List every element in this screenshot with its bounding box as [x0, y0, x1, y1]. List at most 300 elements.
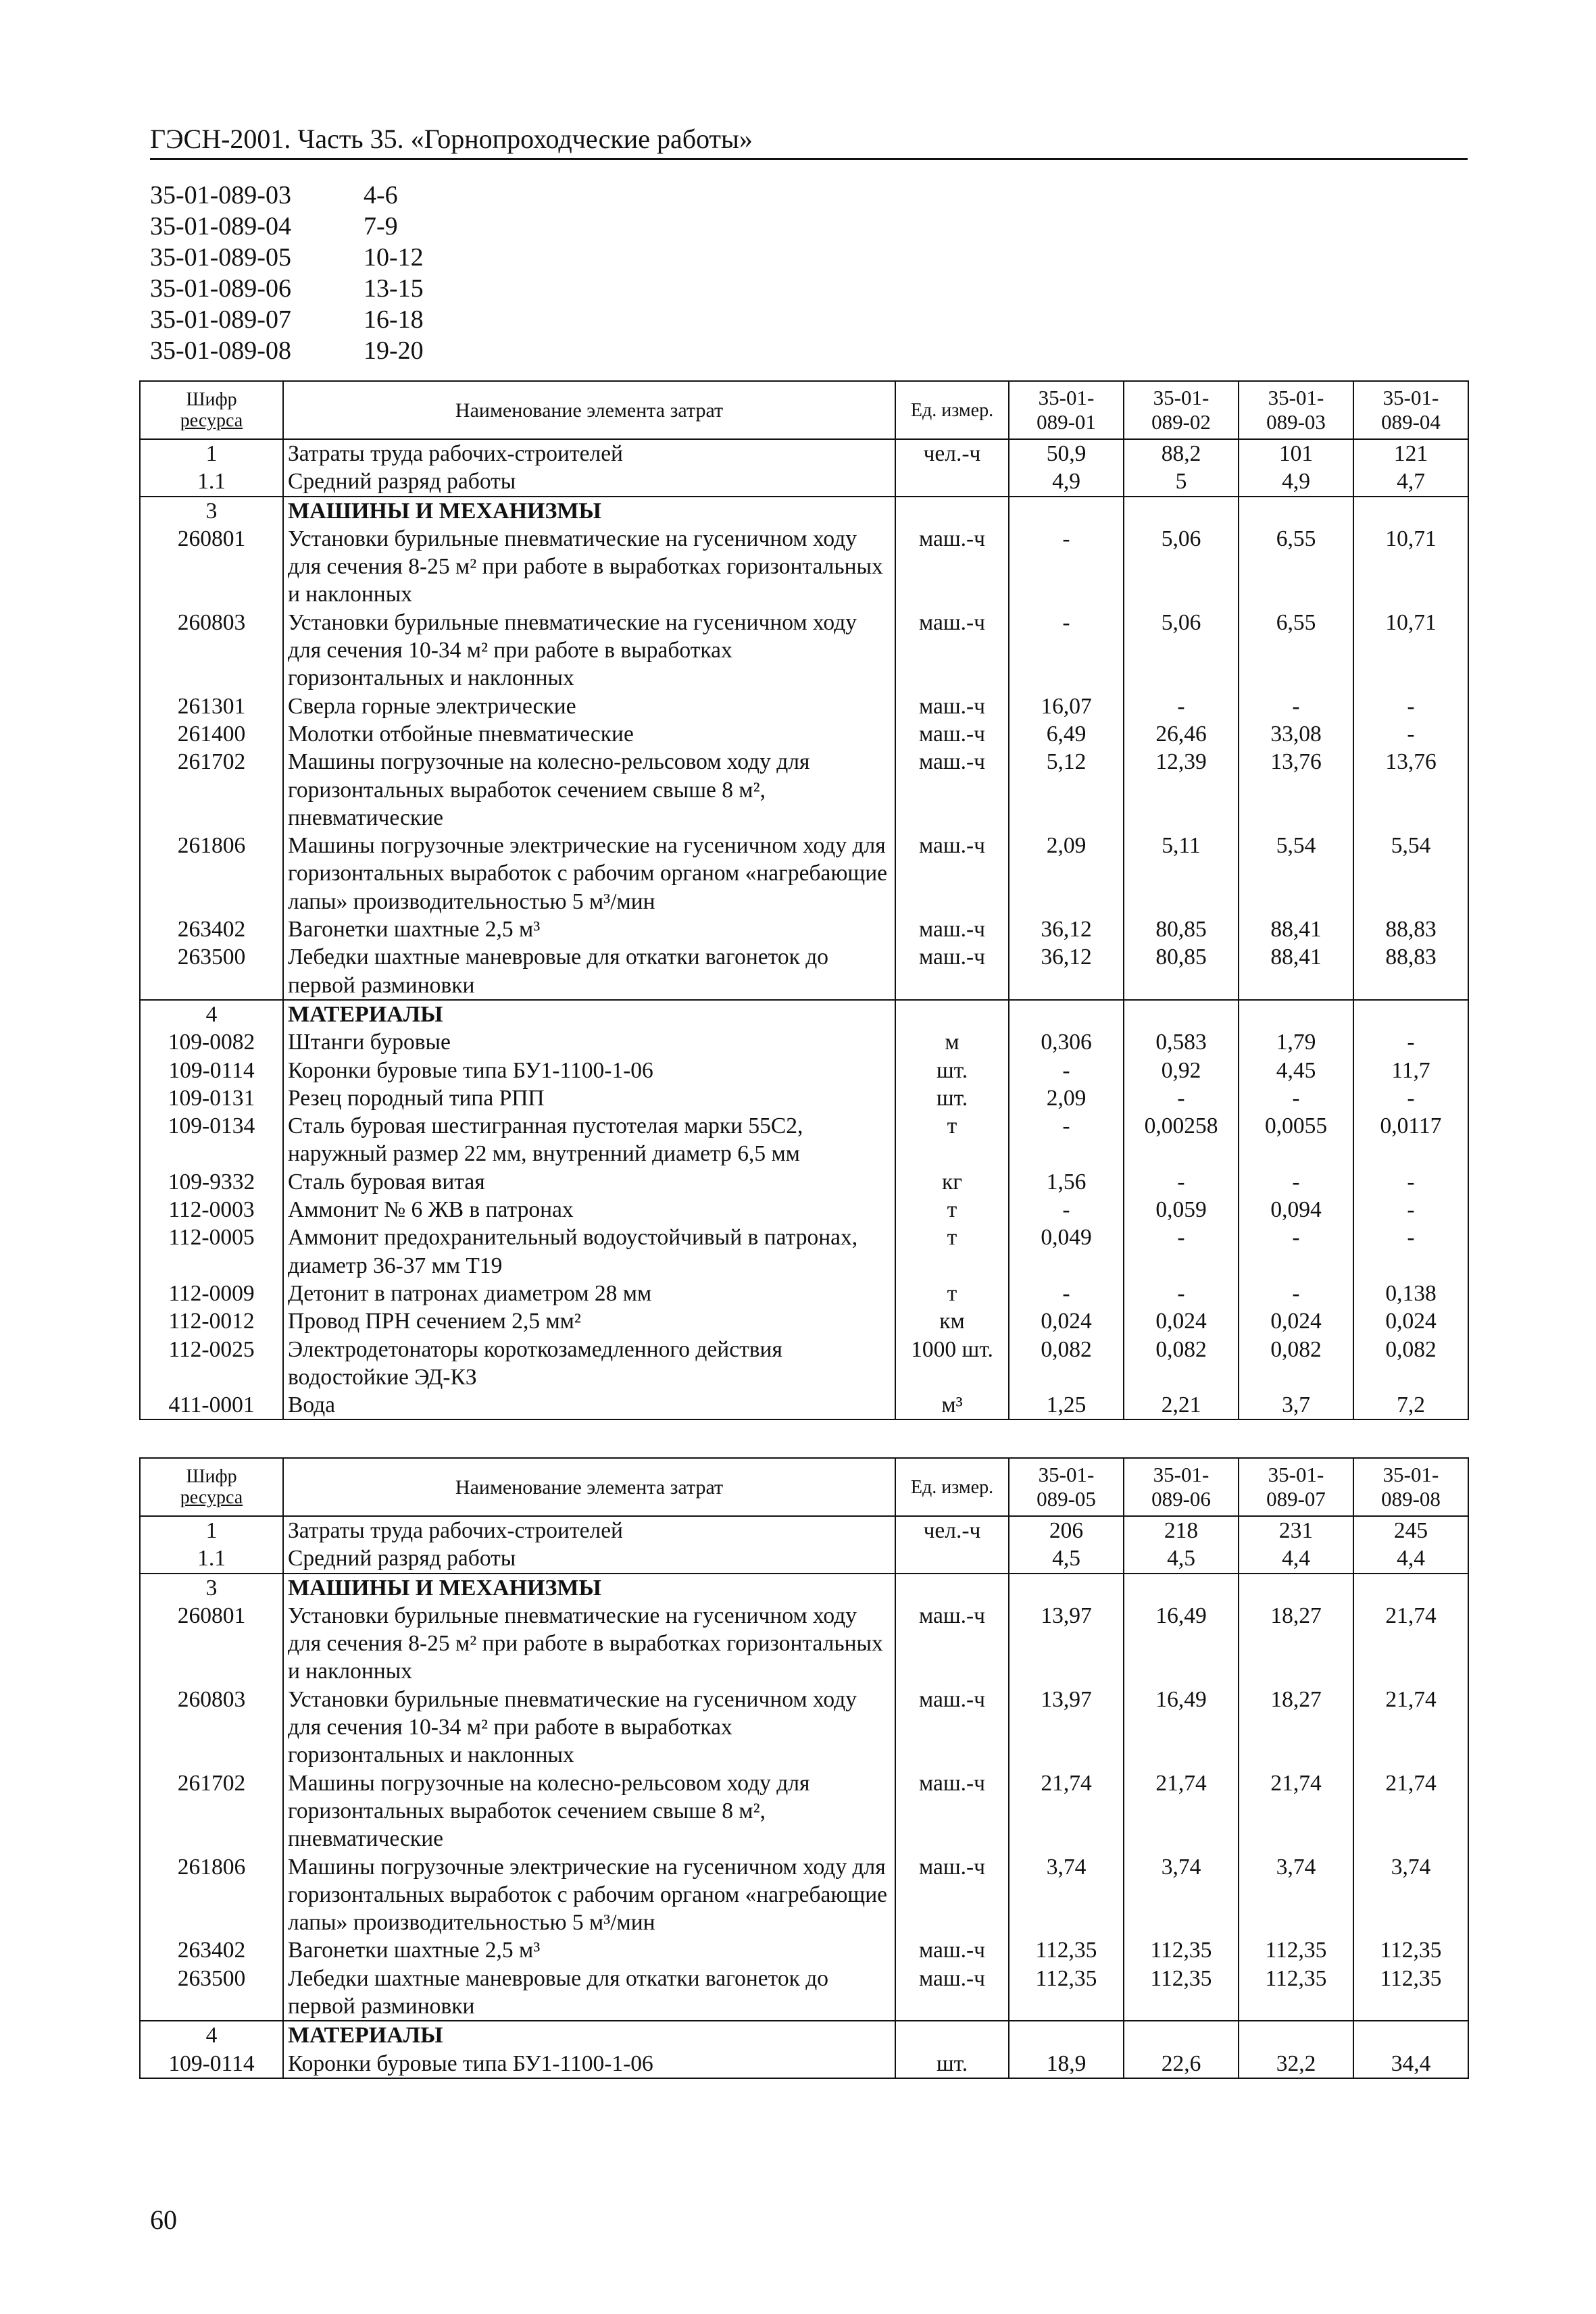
resource-code-cell: 109-0114 — [140, 1057, 283, 1084]
unit-cell: чел.-ч — [895, 439, 1009, 468]
resource-code-cell: 3 — [140, 1574, 283, 1602]
value-cell: 0,082 — [1009, 1336, 1124, 1392]
header-column-3 — [1239, 381, 1353, 439]
header-column-2 — [1124, 1458, 1239, 1516]
header-column-1 — [1009, 1458, 1124, 1516]
unit-cell: маш.-ч — [895, 720, 1009, 748]
table-row — [140, 525, 1468, 609]
section-row — [140, 2021, 1468, 2049]
value-cell: 12,39 — [1124, 748, 1239, 832]
value-cell: 21,74 — [1353, 1769, 1468, 1853]
value-cell: - — [1124, 1084, 1239, 1112]
value-cell — [1009, 497, 1124, 525]
resource-code-cell: 4 — [140, 2021, 283, 2049]
resource-code-cell: 112-0009 — [140, 1280, 283, 1307]
value-cell: 5,54 — [1239, 832, 1353, 915]
header-code-line2: ресурса — [180, 410, 243, 431]
table-row — [140, 1224, 1468, 1280]
value-cell: 5,06 — [1124, 609, 1239, 693]
table-row — [140, 1280, 1468, 1307]
value-cell: - — [1353, 1028, 1468, 1056]
value-cell: 0,024 — [1124, 1307, 1239, 1335]
unit-cell: 1000 шт. — [895, 1336, 1009, 1392]
resource-code-cell: 112-0012 — [140, 1307, 283, 1335]
value-cell — [1009, 1574, 1124, 1602]
unit-cell: маш.-ч — [895, 1686, 1009, 1769]
value-cell: 245 — [1353, 1516, 1468, 1544]
index-code: 35-01-089-04 — [150, 212, 291, 241]
value-cell: 112,35 — [1124, 1965, 1239, 2021]
cost-element-name-cell: Средний разряд работы — [288, 469, 516, 495]
value-cell: 112,35 — [1239, 1936, 1353, 1964]
resource-code-cell: 261806 — [140, 832, 283, 915]
cost-element-name-cell: Машины погрузочные на колесно-рельсовом ходу для горизонтальных выработок сечением свыше 8 м², пневматические — [288, 749, 810, 830]
table-row — [140, 1602, 1468, 1686]
resource-code-cell: 109-0082 — [140, 1028, 283, 1056]
value-cell: 21,74 — [1353, 1686, 1468, 1769]
value-cell: 5 — [1124, 468, 1239, 496]
value-cell: 18,27 — [1239, 1602, 1353, 1686]
value-cell: 50,9 — [1009, 439, 1124, 468]
value-cell — [1239, 1574, 1353, 1602]
value-cell: 5,11 — [1124, 832, 1239, 915]
header-code-line2-wrap — [143, 1487, 280, 1508]
table-row — [140, 943, 1468, 1000]
unit-cell: шт. — [895, 1057, 1009, 1084]
value-cell: 0,00258 — [1124, 1112, 1239, 1168]
value-cell: - — [1353, 1224, 1468, 1280]
value-cell: 5,06 — [1124, 525, 1239, 609]
unit-cell: маш.-ч — [895, 943, 1009, 1000]
resource-code-cell: 261702 — [140, 748, 283, 832]
index-code: 35-01-089-08 — [150, 336, 291, 365]
resource-code-cell: 1 — [140, 439, 283, 468]
table-row — [140, 915, 1468, 943]
unit-cell: т — [895, 1196, 1009, 1224]
header-column-line1: 35-01- — [1268, 1463, 1324, 1486]
index-row — [150, 304, 424, 335]
value-cell: 0,059 — [1124, 1196, 1239, 1224]
value-cell: 5,54 — [1353, 832, 1468, 915]
resource-code-cell: 109-0114 — [140, 2050, 283, 2078]
header-column-line1: 35-01- — [1268, 386, 1324, 409]
value-cell: 121 — [1353, 439, 1468, 468]
index-range: 10-12 — [364, 243, 424, 272]
resource-code-cell: 260801 — [140, 525, 283, 609]
cost-element-name-cell: Сверла горные электрические — [288, 693, 576, 719]
section-row — [140, 1574, 1468, 1602]
resource-code-cell: 411-0001 — [140, 1391, 283, 1419]
resource-code-cell: 112-0025 — [140, 1336, 283, 1392]
value-cell: 3,74 — [1009, 1853, 1124, 1937]
value-cell: 1,56 — [1009, 1168, 1124, 1196]
unit-cell — [895, 1574, 1009, 1602]
value-cell: 0,024 — [1353, 1307, 1468, 1335]
unit-cell: маш.-ч — [895, 748, 1009, 832]
index-row — [150, 180, 424, 211]
unit-cell — [895, 468, 1009, 496]
value-cell: 2,09 — [1009, 1084, 1124, 1112]
index-range: 16-18 — [364, 305, 424, 334]
index-row — [150, 242, 424, 273]
unit-cell: т — [895, 1280, 1009, 1307]
unit-cell — [895, 497, 1009, 525]
unit-cell: маш.-ч — [895, 1602, 1009, 1686]
resource-code-cell: 261806 — [140, 1853, 283, 1937]
unit-cell: шт. — [895, 2050, 1009, 2078]
value-cell: 13,76 — [1239, 748, 1353, 832]
value-cell: 1,25 — [1009, 1391, 1124, 1419]
value-cell: 7,2 — [1353, 1391, 1468, 1419]
cost-element-name-cell: Машины погрузочные электрические на гусеничном ходу для горизонтальных выработок с рабочим органом «нагребающие лапы» производительностью 5 м³/мин — [288, 1854, 888, 1936]
header-code-cell — [140, 1458, 283, 1516]
index-range: 4-6 — [364, 181, 398, 209]
index-row — [150, 273, 424, 304]
value-cell: 112,35 — [1353, 1936, 1468, 1964]
cost-element-name-cell: Сталь буровая витая — [288, 1169, 485, 1194]
value-cell: 13,97 — [1009, 1686, 1124, 1769]
header-name-cell: Наименование элемента затрат — [283, 381, 895, 439]
table-row — [140, 1391, 1468, 1419]
unit-cell: маш.-ч — [895, 832, 1009, 915]
value-cell — [1124, 497, 1239, 525]
section-row — [140, 1000, 1468, 1028]
cost-element-name-cell: Резец породный типа РПП — [288, 1085, 545, 1111]
header-column-2 — [1124, 381, 1239, 439]
table-row — [140, 1336, 1468, 1392]
index-code: 35-01-089-07 — [150, 305, 291, 334]
value-cell: 10,71 — [1353, 525, 1468, 609]
value-cell: 11,7 — [1353, 1057, 1468, 1084]
value-cell: 3,7 — [1239, 1391, 1353, 1419]
header-column-line2: 089-08 — [1381, 1487, 1441, 1511]
value-cell: - — [1353, 693, 1468, 720]
value-cell: 88,41 — [1239, 943, 1353, 1000]
value-cell: 18,9 — [1009, 2050, 1124, 2078]
unit-cell: маш.-ч — [895, 1853, 1009, 1937]
table-row — [140, 1084, 1468, 1112]
index-row — [150, 211, 424, 242]
header-code-line1: Шифр — [186, 1466, 237, 1487]
index-code: 35-01-089-05 — [150, 243, 291, 272]
cost-element-name-cell: Штанги буровые — [288, 1030, 451, 1055]
table-row — [140, 1112, 1468, 1168]
header-column-3 — [1239, 1458, 1353, 1516]
value-cell: 4,4 — [1353, 1544, 1468, 1573]
table-row — [140, 1769, 1468, 1853]
resource-code-cell: 261400 — [140, 720, 283, 748]
value-cell: - — [1009, 1280, 1124, 1307]
header-column-line1: 35-01- — [1382, 386, 1439, 409]
header-column-line2: 089-05 — [1037, 1487, 1096, 1511]
value-cell: 0,0055 — [1239, 1112, 1353, 1168]
value-cell: 4,9 — [1009, 468, 1124, 496]
value-cell — [1353, 2021, 1468, 2049]
header-column-line2: 089-06 — [1151, 1487, 1211, 1511]
header-column-line1: 35-01- — [1382, 1463, 1439, 1486]
cost-element-name-cell: Установки бурильные пневматические на гусеничном ходу для сечения 10-34 м² при работе в выработках горизонтальных и наклонных — [288, 1686, 857, 1768]
header-column-1 — [1009, 381, 1124, 439]
table-header-row — [140, 1458, 1468, 1516]
header-column-line1: 35-01- — [1038, 1463, 1095, 1486]
table-row — [140, 1544, 1468, 1573]
value-cell: 3,74 — [1353, 1853, 1468, 1937]
index-range: 13-15 — [364, 274, 424, 303]
unit-cell: м — [895, 1028, 1009, 1056]
index-code: 35-01-089-03 — [150, 181, 291, 209]
cost-element-name-cell: Установки бурильные пневматические на гусеничном ходу для сечения 8-25 м² при работе в выработках горизонтальных и наклонных — [288, 526, 883, 607]
resource-code-cell: 1.1 — [140, 1544, 283, 1573]
table-row — [140, 1516, 1468, 1544]
resource-code-cell: 263500 — [140, 1965, 283, 2021]
unit-cell: км — [895, 1307, 1009, 1335]
cost-element-name-cell: Коронки буровые типа БУ1-1100-1-06 — [288, 1057, 653, 1083]
value-cell: 4,9 — [1239, 468, 1353, 496]
cost-element-name-cell: МАТЕРИАЛЫ — [283, 1000, 895, 1028]
value-cell: - — [1124, 1280, 1239, 1307]
cost-element-name-cell: Аммонит предохранительный водоустойчивый в патронах, диаметр 36-37 мм Т19 — [288, 1225, 858, 1278]
value-cell: 36,12 — [1009, 943, 1124, 1000]
resource-code-cell: 4 — [140, 1000, 283, 1028]
value-cell: 4,5 — [1009, 1544, 1124, 1573]
value-cell: 13,97 — [1009, 1602, 1124, 1686]
header-code-line2-wrap — [143, 410, 280, 431]
header-code-line1: Шифр — [186, 389, 237, 410]
value-cell: 0,583 — [1124, 1028, 1239, 1056]
value-cell: 88,41 — [1239, 915, 1353, 943]
header-column-line2: 089-07 — [1266, 1487, 1326, 1511]
unit-cell: шт. — [895, 1084, 1009, 1112]
value-cell: 88,2 — [1124, 439, 1239, 468]
resource-code-cell: 263402 — [140, 915, 283, 943]
cost-element-name-cell: Машины погрузочные на колесно-рельсовом ходу для горизонтальных выработок сечением свыше 8 м², пневматические — [288, 1770, 810, 1852]
value-cell: 0,082 — [1239, 1336, 1353, 1392]
value-cell — [1353, 1574, 1468, 1602]
index-range: 7-9 — [364, 212, 398, 241]
value-cell: 16,49 — [1124, 1602, 1239, 1686]
value-cell: 0,082 — [1124, 1336, 1239, 1392]
cost-element-name-cell: Сталь буровая шестигранная пустотелая марки 55С2, наружный размер 22 мм, внутренний диаметр 6,5 мм — [288, 1113, 803, 1167]
value-cell: - — [1009, 1196, 1124, 1224]
unit-cell: маш.-ч — [895, 1936, 1009, 1964]
cost-element-name-cell: Затраты труда рабочих-строителей — [288, 1518, 623, 1543]
value-cell — [1353, 1000, 1468, 1028]
resource-code-cell: 260801 — [140, 1602, 283, 1686]
value-cell: 1,79 — [1239, 1028, 1353, 1056]
value-cell: 36,12 — [1009, 915, 1124, 943]
value-cell: 101 — [1239, 439, 1353, 468]
value-cell: - — [1353, 1168, 1468, 1196]
value-cell — [1239, 2021, 1353, 2049]
value-cell: 0,094 — [1239, 1196, 1353, 1224]
cost-element-name-cell: МАШИНЫ И МЕХАНИЗМЫ — [283, 1574, 895, 1602]
value-cell: 0,0117 — [1353, 1112, 1468, 1168]
table-row — [140, 439, 1468, 468]
table-row — [140, 1196, 1468, 1224]
running-header: ГЭСН-2001. Часть 35. «Горнопроходческие работы» — [150, 124, 753, 154]
value-cell: 206 — [1009, 1516, 1124, 1544]
cost-element-name-cell: Электродетонаторы короткозамедленного действия водостойкие ЭД-КЗ — [288, 1336, 782, 1390]
value-cell: - — [1353, 1196, 1468, 1224]
value-cell: 4,4 — [1239, 1544, 1353, 1573]
value-cell — [1124, 1000, 1239, 1028]
value-cell: 112,35 — [1009, 1965, 1124, 2021]
unit-cell: маш.-ч — [895, 525, 1009, 609]
table-row — [140, 2050, 1468, 2078]
header-column-line2: 089-03 — [1266, 410, 1326, 434]
value-cell: 0,049 — [1009, 1224, 1124, 1280]
value-cell: 6,55 — [1239, 525, 1353, 609]
table-row — [140, 1057, 1468, 1084]
cost-element-name-cell: Коронки буровые типа БУ1-1100-1-06 — [283, 2050, 895, 2078]
table-row — [140, 832, 1468, 915]
value-cell: - — [1239, 1084, 1353, 1112]
value-cell: - — [1009, 1112, 1124, 1168]
value-cell — [1009, 1000, 1124, 1028]
value-cell: 80,85 — [1124, 943, 1239, 1000]
value-cell: 34,4 — [1353, 2050, 1468, 2078]
unit-cell: маш.-ч — [895, 1965, 1009, 2021]
value-cell: 88,83 — [1353, 915, 1468, 943]
resource-code-cell: 109-0131 — [140, 1084, 283, 1112]
value-cell: 0,306 — [1009, 1028, 1124, 1056]
table-row — [140, 609, 1468, 693]
value-cell — [1239, 497, 1353, 525]
header-column-line2: 089-01 — [1037, 410, 1096, 434]
cost-element-name-cell: Вагонетки шахтные 2,5 м³ — [288, 917, 541, 942]
value-cell: 0,024 — [1009, 1307, 1124, 1335]
header-column-line2: 089-04 — [1381, 410, 1441, 434]
table-row — [140, 1028, 1468, 1056]
cost-element-name-cell: Молотки отбойные пневматические — [288, 721, 634, 747]
unit-cell: маш.-ч — [895, 915, 1009, 943]
cost-element-name-cell: Вагонетки шахтные 2,5 м³ — [288, 1938, 541, 1963]
value-cell: 0,024 — [1239, 1307, 1353, 1335]
resource-code-cell: 112-0005 — [140, 1224, 283, 1280]
value-cell: 112,35 — [1124, 1936, 1239, 1964]
unit-cell: маш.-ч — [895, 693, 1009, 720]
header-code-cell — [140, 381, 283, 439]
header-column-line1: 35-01- — [1038, 386, 1095, 409]
value-cell: - — [1124, 1168, 1239, 1196]
value-cell: 0,082 — [1353, 1336, 1468, 1392]
value-cell: 3,74 — [1239, 1853, 1353, 1937]
header-column-line1: 35-01- — [1153, 386, 1210, 409]
value-cell: 26,46 — [1124, 720, 1239, 748]
resource-code-cell: 261702 — [140, 1769, 283, 1853]
header-rule — [150, 158, 1468, 160]
value-cell: - — [1124, 1224, 1239, 1280]
cost-element-name-cell: Затраты труда рабочих-строителей — [288, 441, 623, 466]
value-cell — [1353, 497, 1468, 525]
cost-element-name-cell: Детонит в патронах диаметром 28 мм — [288, 1280, 652, 1306]
value-cell — [1124, 1574, 1239, 1602]
value-cell: 112,35 — [1353, 1965, 1468, 2021]
value-cell: - — [1353, 720, 1468, 748]
value-cell: 112,35 — [1239, 1965, 1353, 2021]
cost-element-name-cell: Установки бурильные пневматические на гусеничном ходу для сечения 8-25 м² при работе в выработках горизонтальных и наклонных — [288, 1603, 883, 1684]
index-code: 35-01-089-06 — [150, 274, 291, 303]
header-column-4 — [1353, 381, 1468, 439]
table-row — [140, 1307, 1468, 1335]
resource-code-cell: 260803 — [140, 609, 283, 693]
value-cell — [1124, 2021, 1239, 2049]
value-cell: - — [1239, 1280, 1353, 1307]
cost-element-name-cell: Средний разряд работы — [288, 1546, 516, 1571]
value-cell: - — [1009, 1057, 1124, 1084]
cost-element-name-cell: Лебедки шахтные маневровые для откатки вагонеток до первой разминовки — [288, 945, 829, 998]
header-column-4 — [1353, 1458, 1468, 1516]
value-cell: 231 — [1239, 1516, 1353, 1544]
value-cell: 32,2 — [1239, 2050, 1353, 2078]
value-cell: - — [1353, 1084, 1468, 1112]
resource-code-cell: 1 — [140, 1516, 283, 1544]
resource-code-cell: 109-9332 — [140, 1168, 283, 1196]
value-cell: 22,6 — [1124, 2050, 1239, 2078]
unit-cell — [895, 2021, 1009, 2049]
cost-element-name-cell: МАШИНЫ И МЕХАНИЗМЫ — [283, 497, 895, 525]
value-cell: - — [1239, 1168, 1353, 1196]
value-cell: 4,7 — [1353, 468, 1468, 496]
value-cell: 4,45 — [1239, 1057, 1353, 1084]
value-cell: 6,55 — [1239, 609, 1353, 693]
value-cell — [1239, 1000, 1353, 1028]
unit-cell: т — [895, 1224, 1009, 1280]
value-cell: 4,5 — [1124, 1544, 1239, 1573]
table-index-list — [150, 180, 424, 366]
resource-code-cell: 1.1 — [140, 468, 283, 496]
value-cell: 2,21 — [1124, 1391, 1239, 1419]
resource-code-cell: 263500 — [140, 943, 283, 1000]
table-row — [140, 468, 1468, 496]
value-cell: 16,07 — [1009, 693, 1124, 720]
value-cell: 218 — [1124, 1516, 1239, 1544]
unit-cell: маш.-ч — [895, 609, 1009, 693]
norms-table-2 — [139, 1457, 1469, 2079]
value-cell: 2,09 — [1009, 832, 1124, 915]
header-column-line1: 35-01- — [1153, 1463, 1210, 1486]
unit-cell — [895, 1000, 1009, 1028]
table-row — [140, 748, 1468, 832]
cost-element-name-cell: Лебедки шахтные маневровые для откатки вагонеток до первой разминовки — [288, 1965, 829, 2019]
value-cell: 21,74 — [1239, 1769, 1353, 1853]
unit-cell: кг — [895, 1168, 1009, 1196]
value-cell — [1009, 2021, 1124, 2049]
value-cell: 21,74 — [1009, 1769, 1124, 1853]
value-cell: 5,12 — [1009, 748, 1124, 832]
value-cell: 80,85 — [1124, 915, 1239, 943]
value-cell: 88,83 — [1353, 943, 1468, 1000]
section-row — [140, 497, 1468, 525]
value-cell: 10,71 — [1353, 609, 1468, 693]
value-cell: 0,138 — [1353, 1280, 1468, 1307]
value-cell: - — [1239, 693, 1353, 720]
value-cell: - — [1124, 693, 1239, 720]
cost-element-name-cell: Вода — [283, 1391, 895, 1419]
table-row — [140, 720, 1468, 748]
header-column-line2: 089-02 — [1151, 410, 1211, 434]
value-cell: 18,27 — [1239, 1686, 1353, 1769]
unit-cell — [895, 1544, 1009, 1573]
unit-cell: чел.-ч — [895, 1516, 1009, 1544]
value-cell: 3,74 — [1124, 1853, 1239, 1937]
value-cell: - — [1239, 1224, 1353, 1280]
table-row — [140, 1936, 1468, 1964]
resource-code-cell: 109-0134 — [140, 1112, 283, 1168]
resource-code-cell: 260803 — [140, 1686, 283, 1769]
table-header-row — [140, 381, 1468, 439]
header-unit-cell: Ед. измер. — [895, 381, 1009, 439]
